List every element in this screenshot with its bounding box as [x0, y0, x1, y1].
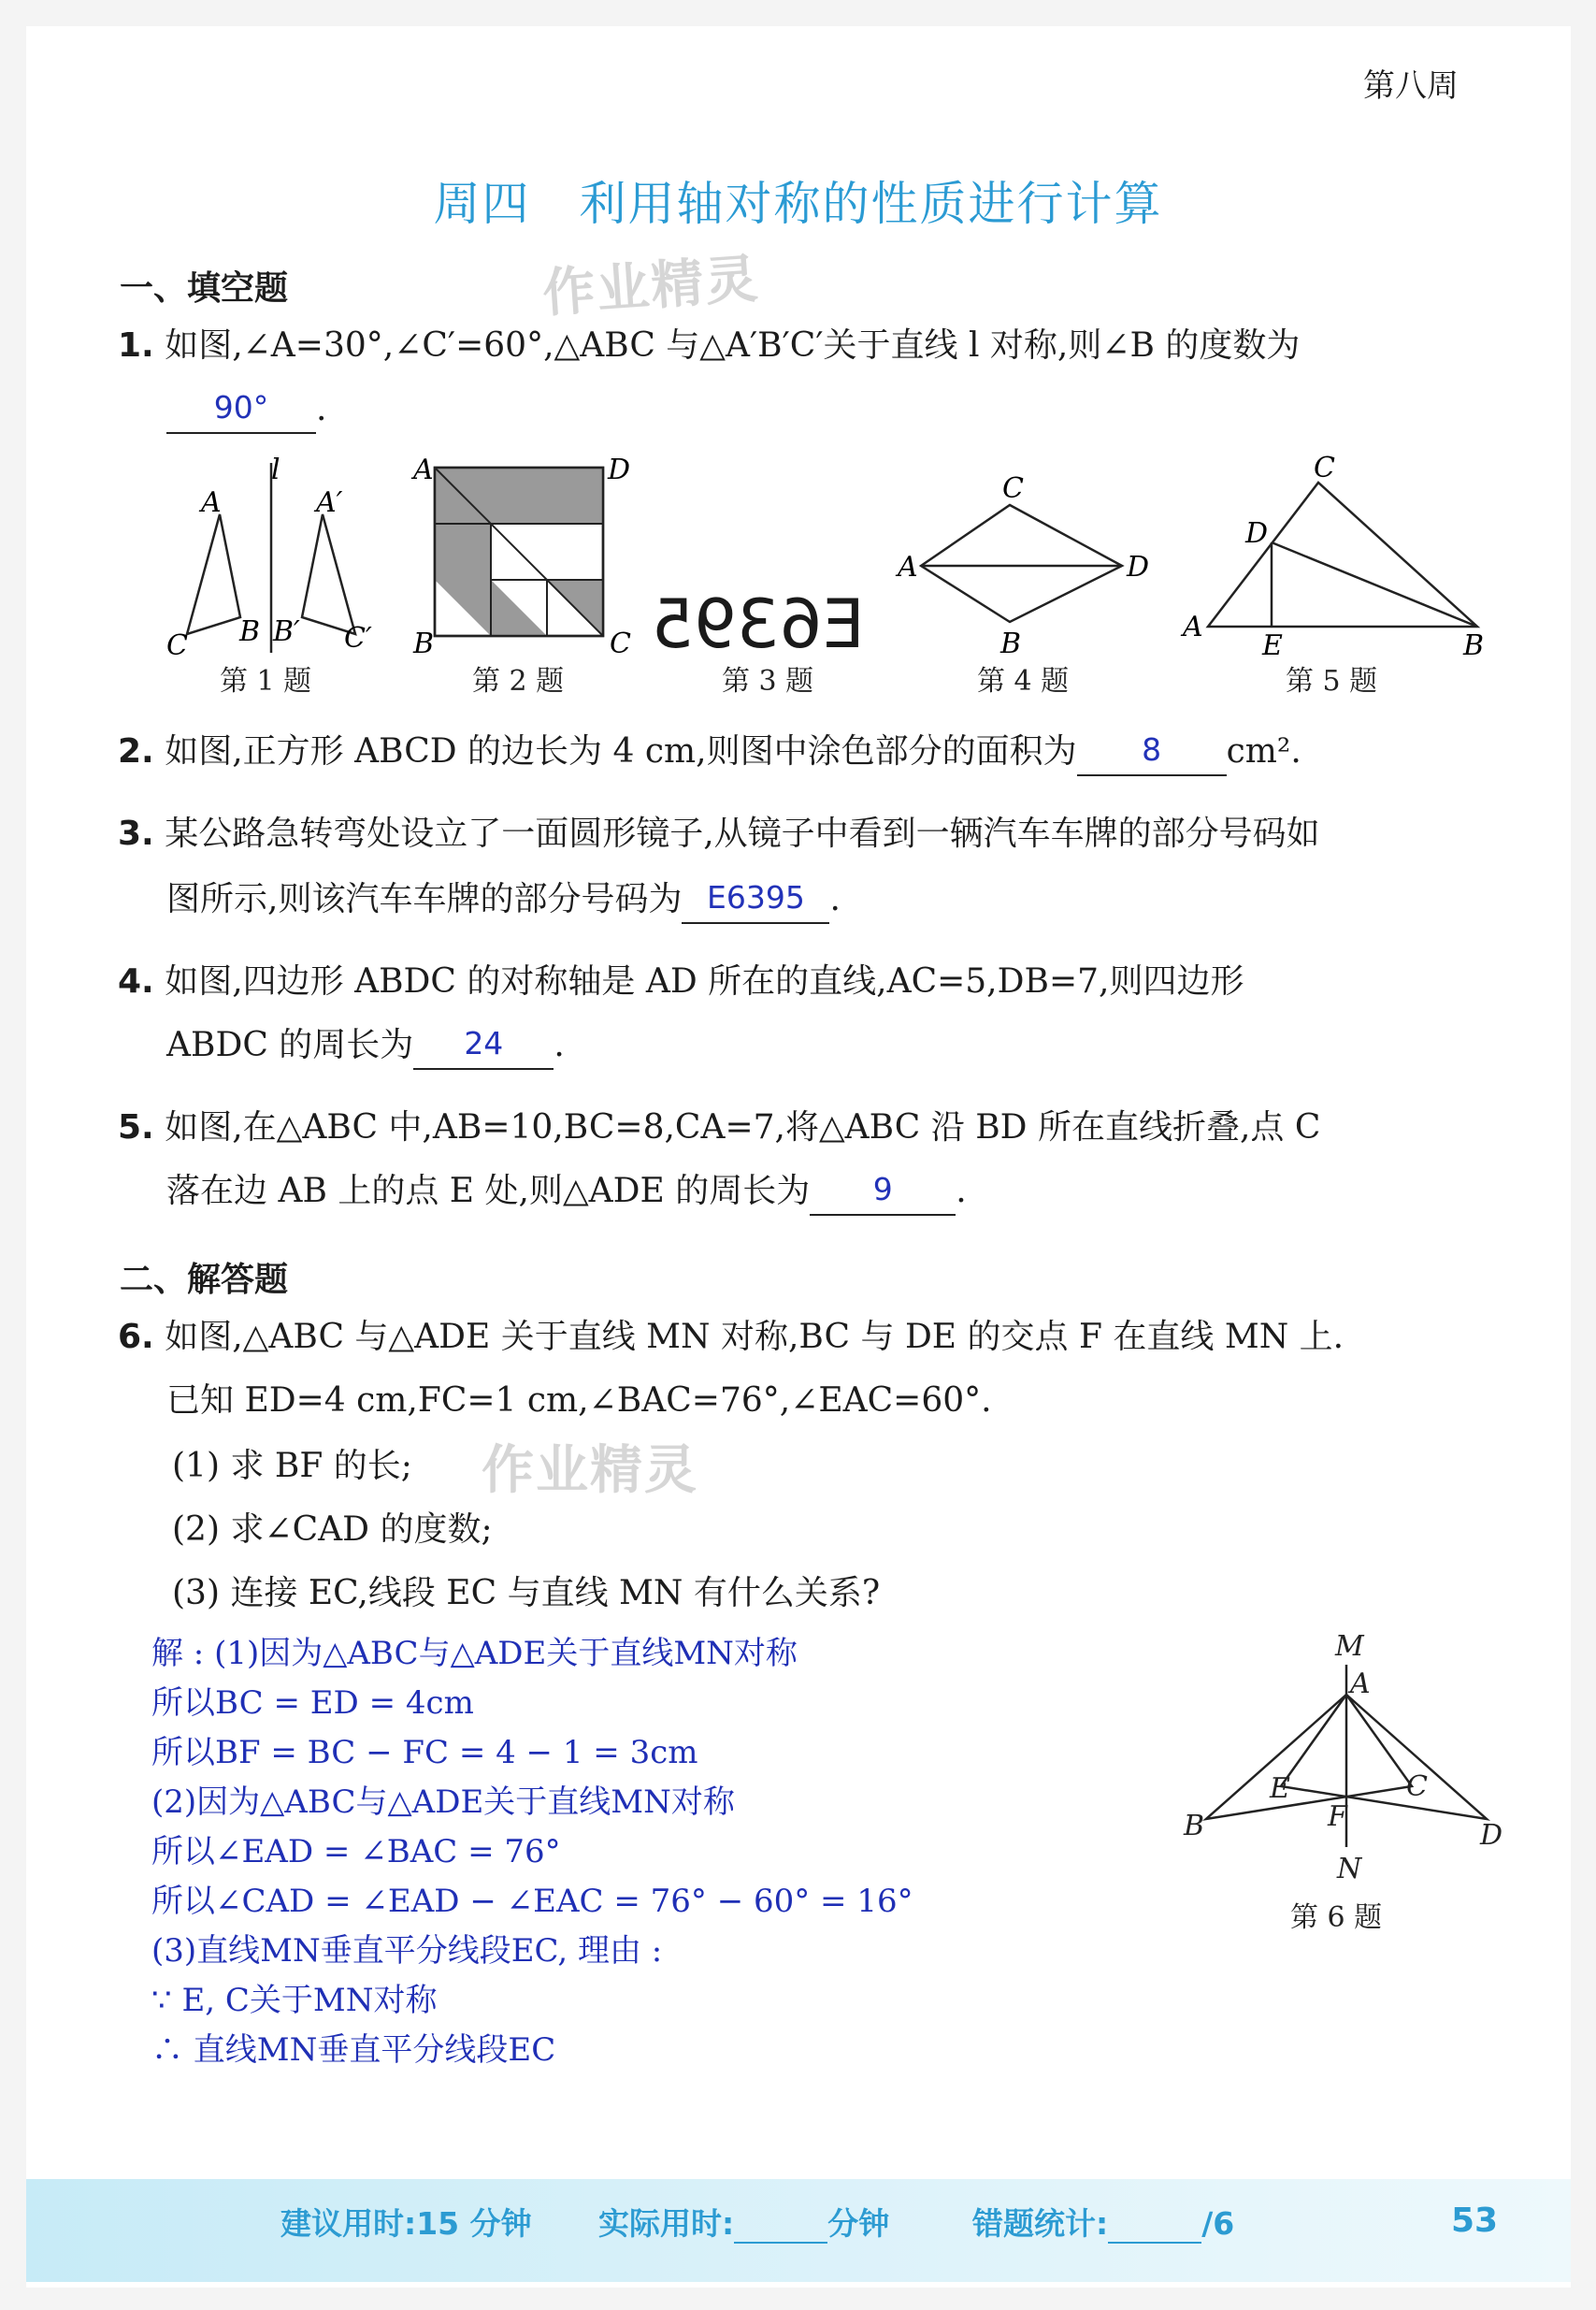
question-2-number: 2. [118, 732, 154, 771]
fig2-label-c: C [610, 628, 631, 660]
question-3-answer: E6395 [707, 879, 805, 916]
figure-4 [895, 472, 1149, 660]
solution-line-9: ∴ 直线MN垂直平分线段EC [151, 2031, 556, 2069]
solution-line-5: 所以∠EAD = ∠BAC = 76° [151, 1833, 561, 1870]
fig5-label-a: A [1183, 611, 1203, 643]
section-solve-heading: 二、解答题 [120, 1261, 289, 1299]
fig2-caption: 第 2 题 [472, 665, 565, 698]
solution-line-3: 所以BF = BC − FC = 4 − 1 = 3cm [151, 1734, 698, 1771]
question-2-text: 如图,正方形 ABCD 的边长为 4 cm,则图中涂色部分的面积为 [165, 732, 1077, 771]
question-5 [118, 1104, 1320, 1152]
footer-actual-time [598, 2200, 889, 2244]
fig1-label-l: l [271, 454, 280, 486]
footer-errors-total: /6 [1201, 2205, 1235, 2242]
fig1-caption: 第 1 题 [220, 665, 312, 698]
question-6-sub1: (1) 求 BF 的长; [172, 1447, 412, 1485]
question-6-sub3: (3) 连接 EC,线段 EC 与直线 MN 有什么关系? [172, 1574, 881, 1612]
question-6-number: 6. [118, 1318, 154, 1356]
fig6-label-f: F [1328, 1800, 1347, 1833]
fig6-label-d: D [1480, 1819, 1503, 1852]
fig4-label-c: C [1002, 472, 1024, 505]
question-4-number: 4. [118, 962, 154, 1001]
question-3-blank [682, 879, 829, 924]
question-1-text: 如图,∠A=30°,∠C′=60°,△ABC 与△A′B′C′关于直线 l 对称,则∠B 的度数为 [165, 326, 1301, 365]
solution-block [151, 1629, 1161, 2075]
fig6-label-m: M [1335, 1630, 1364, 1663]
figure-1 [166, 454, 372, 662]
figure-3 [651, 585, 865, 663]
footer-errors-label: 错题统计: [972, 2205, 1109, 2242]
footer-error-count [972, 2200, 1234, 2244]
fig2-label-a: A [413, 454, 434, 486]
footer-actual-label: 实际用时: [598, 2205, 735, 2242]
fig4-caption: 第 4 题 [977, 665, 1070, 698]
question-4-line1: 如图,四边形 ABDC 的对称轴是 AD 所在的直线,AC=5,DB=7,则四边形 [165, 962, 1244, 1001]
fig6-label-n: N [1337, 1853, 1362, 1885]
fig2-label-b: B [413, 628, 435, 660]
question-2-unit: cm². [1226, 732, 1301, 771]
fig6-triangle-abc [1206, 1695, 1412, 1819]
solution-line-1: 解 : (1)因为△ABC与△ADE关于直线MN对称 [151, 1635, 798, 1672]
question-3-cont: 图所示,则该汽车车牌的部分号码为 E6395 . [166, 875, 841, 924]
footer-errors-blank[interactable] [1108, 2214, 1201, 2244]
fig5-label-e: E [1262, 629, 1283, 662]
fig6-triangle-ade [1281, 1695, 1487, 1819]
fig1-label-a: A [201, 486, 222, 519]
question-3-line1: 某公路急转弯处设立了一面圆形镜子,从镜子中看到一辆汽车车牌的部分号码如 [165, 815, 1320, 853]
question-4-answer: 24 [464, 1025, 504, 1061]
fig6-label-b: B [1184, 1810, 1205, 1842]
fig1-label-c-prime: C′ [344, 622, 372, 655]
question-6-line2: 已知 ED=4 cm,FC=1 cm,∠BAC=76°,∠EAC=60°. [166, 1381, 992, 1420]
fig1-label-b: B [239, 615, 261, 648]
fig5-label-c: C [1314, 452, 1335, 484]
page-title: 周四 利用轴对称的性质进行计算 [433, 177, 1163, 231]
figures-row [150, 449, 1505, 701]
fig3-caption: 第 3 题 [722, 665, 814, 698]
fig1-triangle-a-prime [302, 514, 355, 634]
question-3-line2: 图所示,则该汽车车牌的部分号码为 [166, 880, 683, 918]
question-3-number: 3. [118, 815, 154, 853]
question-5-cont: 落在边 AB 上的点 E 处,则△ADE 的周长为 9 . [166, 1167, 967, 1216]
fig5-caption: 第 5 题 [1286, 665, 1378, 698]
question-4-cont: ABDC 的周长为 24 . [166, 1021, 565, 1070]
fig6-label-c: C [1406, 1770, 1428, 1803]
question-5-number: 5. [118, 1108, 154, 1147]
figure-6 [1178, 1627, 1503, 1945]
question-4-blank [413, 1025, 554, 1070]
question-2 [118, 728, 1301, 776]
question-6-line1: 如图,△ABC 与△ADE 关于直线 MN 对称,BC 与 DE 的交点 F 在直线 MN 上. [165, 1318, 1344, 1356]
footer-suggested-time: 建议用时:15 分钟 [280, 2205, 532, 2242]
fig3-mirrored-plate: E6395 [651, 585, 865, 663]
figure-5 [1180, 452, 1484, 662]
watermark-2: 作业精灵 [482, 1440, 698, 1501]
question-5-blank [810, 1171, 956, 1216]
fig6-caption: 第 6 题 [1290, 1901, 1383, 1934]
question-6-sub2: (2) 求∠CAD 的度数; [172, 1510, 493, 1549]
fig1-triangle-abc [187, 514, 240, 634]
question-1-answer: 90° [213, 389, 269, 426]
week-label: 第八周 [1363, 67, 1459, 105]
fig6-label-e: E [1270, 1772, 1290, 1805]
question-1 [118, 322, 1300, 370]
question-4 [118, 958, 1244, 1006]
solution-line-6: 所以∠CAD = ∠EAD − ∠EAC = 76° − 60° = 16° [151, 1883, 913, 1920]
fig5-label-b: B [1463, 629, 1485, 662]
question-1-blank [166, 389, 316, 434]
section-fill-blank-heading: 一、填空题 [120, 269, 289, 308]
question-2-answer: 8 [1142, 731, 1162, 768]
fig4-label-b: B [1000, 628, 1022, 660]
fig1-label-b-prime: B′ [273, 615, 300, 648]
watermark: 作业精灵 [540, 248, 762, 325]
footer-actual-unit: 分钟 [827, 2205, 890, 2242]
question-5-line1: 如图,在△ABC 中,AB=10,BC=8,CA=7,将△ABC 沿 BD 所在直线折叠,点 C [165, 1108, 1321, 1147]
solution-line-2: 所以BC = ED = 4cm [151, 1684, 474, 1722]
question-6 [118, 1313, 1344, 1362]
question-1-answer-line: 90° . [166, 385, 326, 434]
solution-line-4: (2)因为△ABC与△ADE关于直线MN对称 [151, 1783, 735, 1821]
footer-actual-blank[interactable] [734, 2214, 827, 2244]
figure-2 [410, 454, 631, 660]
question-4-line2: ABDC 的周长为 [166, 1026, 414, 1064]
question-5-line2: 落在边 AB 上的点 E 处,则△ADE 的周长为 [166, 1172, 811, 1210]
fig1-label-c: C [166, 629, 188, 662]
question-2-blank [1077, 731, 1227, 776]
question-3 [118, 810, 1320, 859]
fig6-label-a: A [1350, 1668, 1371, 1700]
fig5-label-d: D [1245, 517, 1269, 550]
question-1-number: 1. [118, 326, 154, 365]
fig4-label-d: D [1127, 551, 1150, 584]
solution-line-7: (3)直线MN垂直平分线段EC, 理由 : [151, 1932, 663, 1970]
solution-line-8: ∵ E, C关于MN对称 [151, 1982, 438, 2019]
question-5-answer: 9 [872, 1171, 893, 1207]
fig2-label-d: D [608, 454, 631, 486]
fig4-label-a: A [898, 551, 918, 584]
fig1-label-a-prime: A′ [316, 486, 343, 519]
page-number: 53 [1451, 2202, 1499, 2240]
